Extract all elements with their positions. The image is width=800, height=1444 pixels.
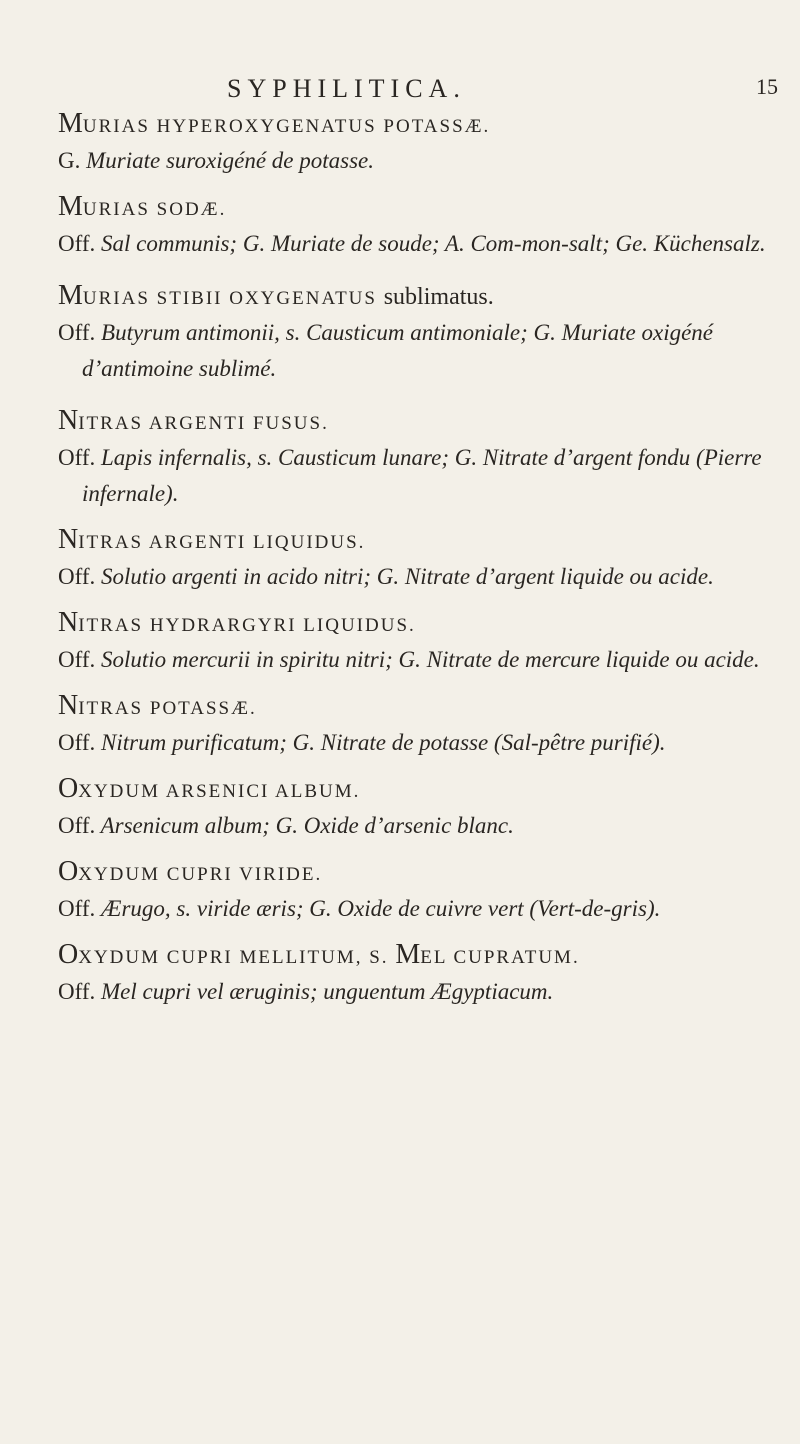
entry-heading: MURIAS HYPEROXYGENATUS POTASSÆ. — [58, 108, 491, 139]
synonym-line: Off. Nitrum purificatum; G. Nitrate de potasse (Sal-pêtre purifié). — [58, 730, 666, 755]
entry-heading: NITRAS HYDRARGYRI LIQUIDUS. — [58, 607, 416, 638]
synonym-line: Off. Arsenicum album; G. Oxide d’arsenic blanc. — [58, 813, 514, 838]
synonym-line: Off. Solutio argenti in acido nitri; G. Nitrate d’argent liquide ou acide. — [58, 564, 714, 589]
entry — [0, 524, 800, 595]
entry-heading: OXYDUM CUPRI MELLITUM, S. MEL CUPRATUM. — [58, 939, 580, 970]
entry-heading: MURIAS STIBII OXYGENATUS sublimatus. — [58, 280, 494, 311]
entry-heading: OXYDUM CUPRI VIRIDE. — [58, 856, 323, 887]
entry — [0, 108, 800, 179]
entry-heading: MURIAS SODÆ. — [58, 191, 227, 222]
entry-heading: NITRAS ARGENTI FUSUS. — [58, 405, 329, 436]
entry — [0, 856, 800, 927]
entry — [0, 607, 800, 678]
running-title: SYPHILITICA. — [227, 74, 466, 103]
page-number: 15 — [756, 74, 778, 99]
entry-list — [0, 108, 800, 1010]
entry-heading: NITRAS POTASSÆ. — [58, 690, 257, 721]
entry — [0, 939, 800, 1010]
synonym-line: G. Muriate suroxigéné de potasse. — [58, 148, 374, 173]
synonym-line: Off. Solutio mercurii in spiritu nitri; G. Nitrate de mercure liquide ou acide. — [58, 647, 760, 672]
entry — [0, 405, 800, 512]
synonym-line: Off. Ærugo, s. viride æris; G. Oxide de cuivre vert (Vert-de-gris). — [58, 896, 661, 921]
entry — [0, 773, 800, 844]
entry-heading: NITRAS ARGENTI LIQUIDUS. — [58, 524, 366, 555]
synonym-line: Off. Butyrum antimonii, s. Causticum antimoniale; G. Muriate oxigéné d’antimoine sublimé. — [58, 320, 713, 381]
entry-heading: OXYDUM ARSENICI ALBUM. — [58, 773, 361, 804]
entry — [0, 191, 800, 262]
entry — [0, 690, 800, 761]
synonym-line: Off. Lapis infernalis, s. Causticum lunare; G. Nitrate d’argent fondu (Pierre infernale). — [58, 445, 762, 506]
entry — [0, 280, 800, 387]
synonym-line: Off. Mel cupri vel æruginis; unguentum Ægyptiacum. — [58, 979, 554, 1004]
synonym-line: Off. Sal communis; G. Muriate de soude; A. Com-mon-salt; Ge. Küchensalz. — [58, 231, 766, 256]
